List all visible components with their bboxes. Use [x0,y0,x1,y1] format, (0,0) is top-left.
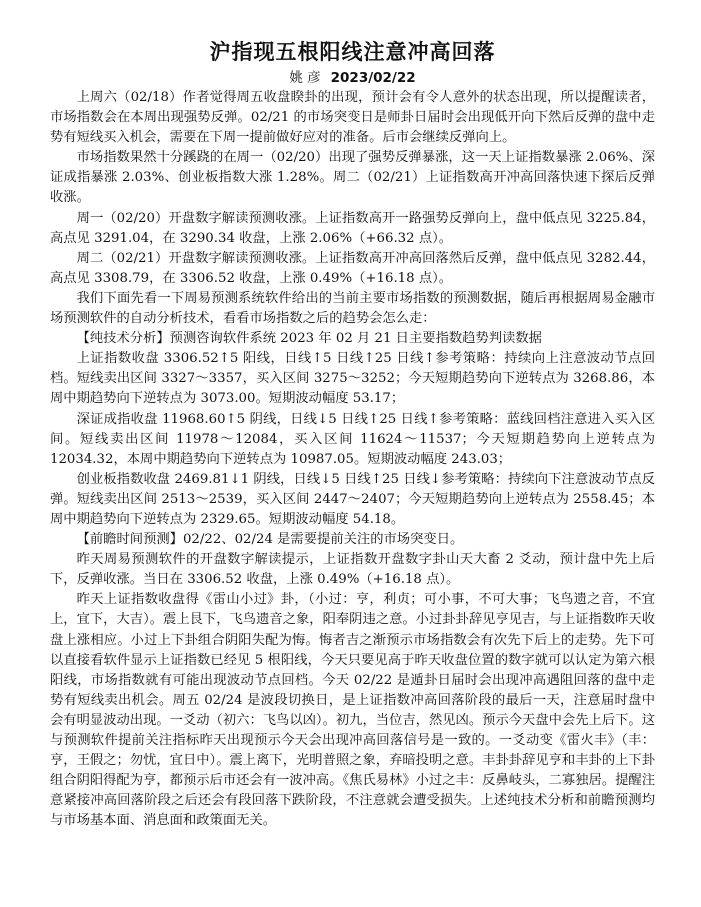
author-name: 姚 彦 [289,70,321,86]
paragraph: 上周六（02/18）作者觉得周五收盘睽卦的出现，预计会有令人意外的状态出现，所以提醒读者，市场指数会在本周出现强势反弹。02/21 的市场突变日是师卦日届时会出现低开向下然后反弹的盘中走势有短线买入机会，需要在下周一提前做好应对的准备。后市会继续反弹向上。 [50,90,655,146]
section-heading-forecast: 【前瞻时间预测】02/22、02/24 是需要提前关注的市场突变日。 [76,532,464,548]
paragraph-shanghai-index: 上证指数收盘 3306.52↑5 阳线，日线↑5 日线↑25 日线↑参考策略：持续向上注意波动节点回档。短线卖出区间 3327～3357，买入区间 3275～3252；今天短期趋势向下逆转点为 3268.86，本周中期趋势向下逆转点为 3073.00。短期波动幅度 53.17； [50,351,655,407]
paragraph: 周一（02/20）开盘数字解读预测收涨。上证指数高开一路强势反弹向上，盘中低点见 3225.84，高点见 3291.04，在 3290.34 收盘，上涨 2.06%（+66.32 点）。 [50,210,655,246]
publish-date: 2023/02/22 [330,70,416,86]
paragraph: 昨天周易预测软件的开盘数字解读提示，上证指数开盘数字卦山天大畜 2 爻动，预计盘中先上后下，反弹收涨。当日在 3306.52 收盘，上涨 0.49%（+16.18 点）。 [50,552,655,588]
article-title: 沪指现五根阳线注意冲高回落 [209,40,496,64]
paragraph-chinext-index: 创业板指数收盘 2469.81↓1 阴线，日线↓5 日线↑25 日线↓参考策略：持续向下注意波动节点反弹。短线卖出区间 2513～2539，买入区间 2447～2407；今天短期趋势向上逆转点为 2558.45；本周中期趋势向下逆转点为 2329.65。短期波动幅度 54.18。 [50,471,655,527]
paragraph: 市场指数果然十分蹊跷的在周一（02/20）出现了强势反弹暴涨，这一天上证指数暴涨 2.06%、深证成指暴涨 2.03%、创业板指数大涨 1.28%。周二（02/21）上证指数高开冲高回落快速下探后反弹收涨。 [50,150,655,206]
article-byline [50,68,655,88]
paragraph-shenzhen-index: 深证成指收盘 11968.60↑5 阴线，日线↓5 日线↑25 日线↑参考策略：蓝线回档注意进入买入区间。短线卖出区间 11978～12084，买入区间 11624～11537；今天短期趋势向上逆转点为 12034.32，本周中期趋势向下逆转点为 10987.05。短期波动幅度 243.03； [50,411,655,467]
article-body [50,88,655,831]
paragraph: 周二（02/21）开盘数字解读预测收涨。上证指数高开冲高回落然后反弹，盘中低点见 3282.44，高点见 3308.79，在 3306.52 收盘，上涨 0.49%（+16.18 点）。 [50,250,655,286]
paragraph: 昨天上证指数收盘得《雷山小过》卦，（小过：亨，利贞；可小事，不可大事；飞鸟遗之音，不宜上，宜下，大吉）。震上艮下，飞鸟遗音之象，阳奉阴违之意。小过卦卦辞见亨见吉，与上证指数昨天收盘上涨相应。小过上下卦组合阴阳失配为悔。悔者吉之渐预示市场指数会有次先下后上的走势。先下可以直接看软件显示上证指数已经见 5 根阳线，今天只要见高于昨天收盘位置的数字就可以认定为第六根阳线，市场指数就有可能出现波动节点回档。今天 02/22 是遁卦日届时会出现冲高遇阻回落的盘中走势有短线卖出机会。周五 02/24 是波段切换日，是上证指数冲高回落阶段的最后一天，注意届时盘中会有明显波动出现。一爻动（初六：飞鸟以凶）。初九，当位吉，然见凶。预示今天盘中会先上后下。这与预测软件提前关注指标昨天出现预示今天会出现冲高回落信号是一致的。一爻动变《雷火丰》（丰：亨，王假之；勿忧，宜日中）。震上离下，光明普照之象，弃暗投明之意。丰卦卦辞见亨和丰卦的上下卦组合阴阳得配为亨，都预示后市还会有一波冲高。《焦氏易林》小过之丰：反鼻岐头，二寡独居。提醒注意紧接冲高回落阶段之后还会有段回落下跌阶段，不注意就会遭受损失。上述纯技术分析和前瞻预测均与市场基本面、消息面和政策面无关。 [50,592,656,829]
paragraph: 我们下面先看一下周易预测系统软件给出的当前主要市场指数的预测数据，随后再根据周易金融市场预测软件的自动分析技术，看看市场指数之后的趋势会怎么走： [50,290,655,327]
section-heading-technical: 【纯技术分析】预测咨询软件系统 2023 年 02 月 21 日主要指数趋势判读数据 [76,331,542,347]
